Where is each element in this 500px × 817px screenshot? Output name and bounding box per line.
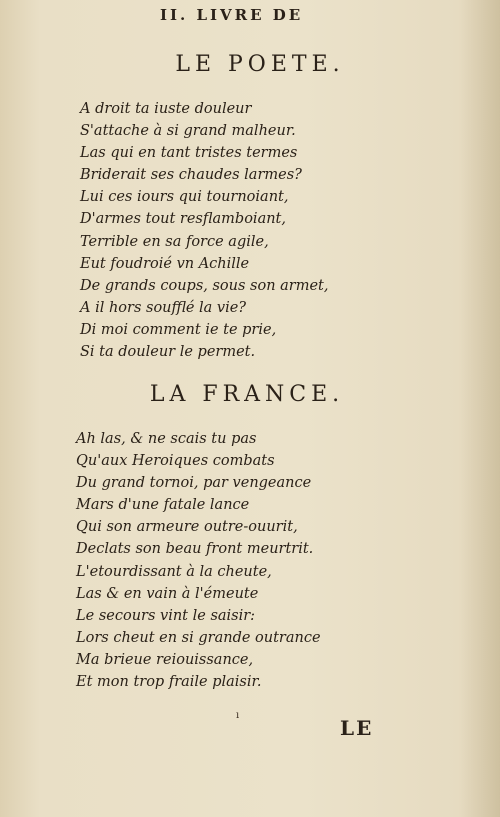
verse-line: Et mon trop fraile plaisir.	[76, 674, 262, 691]
verse-line: A droit ta iuste douleur	[80, 101, 252, 117]
verse-line: De grands coups, sous son armet,	[80, 277, 329, 294]
verse-line: Las & en vain à l'émeute	[76, 585, 259, 602]
verse-line: Lui ces iours qui tournoiant,	[80, 189, 289, 206]
verse-line: Ma brieue reiouissance,	[76, 651, 254, 668]
verse-line: L'etourdissant à la cheute,	[76, 563, 272, 580]
stanza-france	[76, 428, 321, 693]
verse-line: Qui son armeure outre-ouurit,	[76, 519, 298, 536]
verse-line: S'attache à si grand malheur.	[80, 123, 296, 140]
section-title-poete: LE POETE.	[175, 52, 345, 77]
signature-mark: ı	[236, 710, 240, 721]
catchword: LE	[340, 716, 374, 740]
verse-line: Terrible en sa force agile,	[80, 233, 269, 250]
verse-line: Du grand tornoi, par vengeance	[76, 475, 312, 492]
verse-line: Briderait ses chaudes larmes?	[80, 167, 302, 184]
running-head: II. LIVRE DE	[160, 6, 304, 24]
stanza-poete	[80, 98, 329, 363]
verse-line: Di moi comment ie te prie,	[80, 321, 277, 338]
verse-line: D'armes tout resflamboiant,	[80, 211, 286, 228]
verse-line: Declats son beau front meurtrit.	[76, 541, 314, 558]
section-title-france: LA FRANCE.	[149, 382, 345, 407]
verse-line: Si ta douleur le permet.	[80, 344, 256, 361]
verse-line: Mars d'une fatale lance	[76, 497, 250, 514]
verse-line: Qu'aux Heroiques combats	[76, 453, 275, 470]
verse-line: Le secours vint le saisir:	[76, 607, 256, 624]
verse-line: Las qui en tant tristes termes	[80, 145, 298, 162]
verse-line: Eut foudroié vn Achille	[80, 255, 250, 272]
show-through-margin	[458, 0, 500, 817]
verse-line: A il hors soufflé la vie?	[80, 299, 247, 316]
verse-line: Ah las, & ne scais tu pas	[76, 431, 257, 447]
verse-line: Lors cheut en si grande outrance	[76, 629, 321, 646]
